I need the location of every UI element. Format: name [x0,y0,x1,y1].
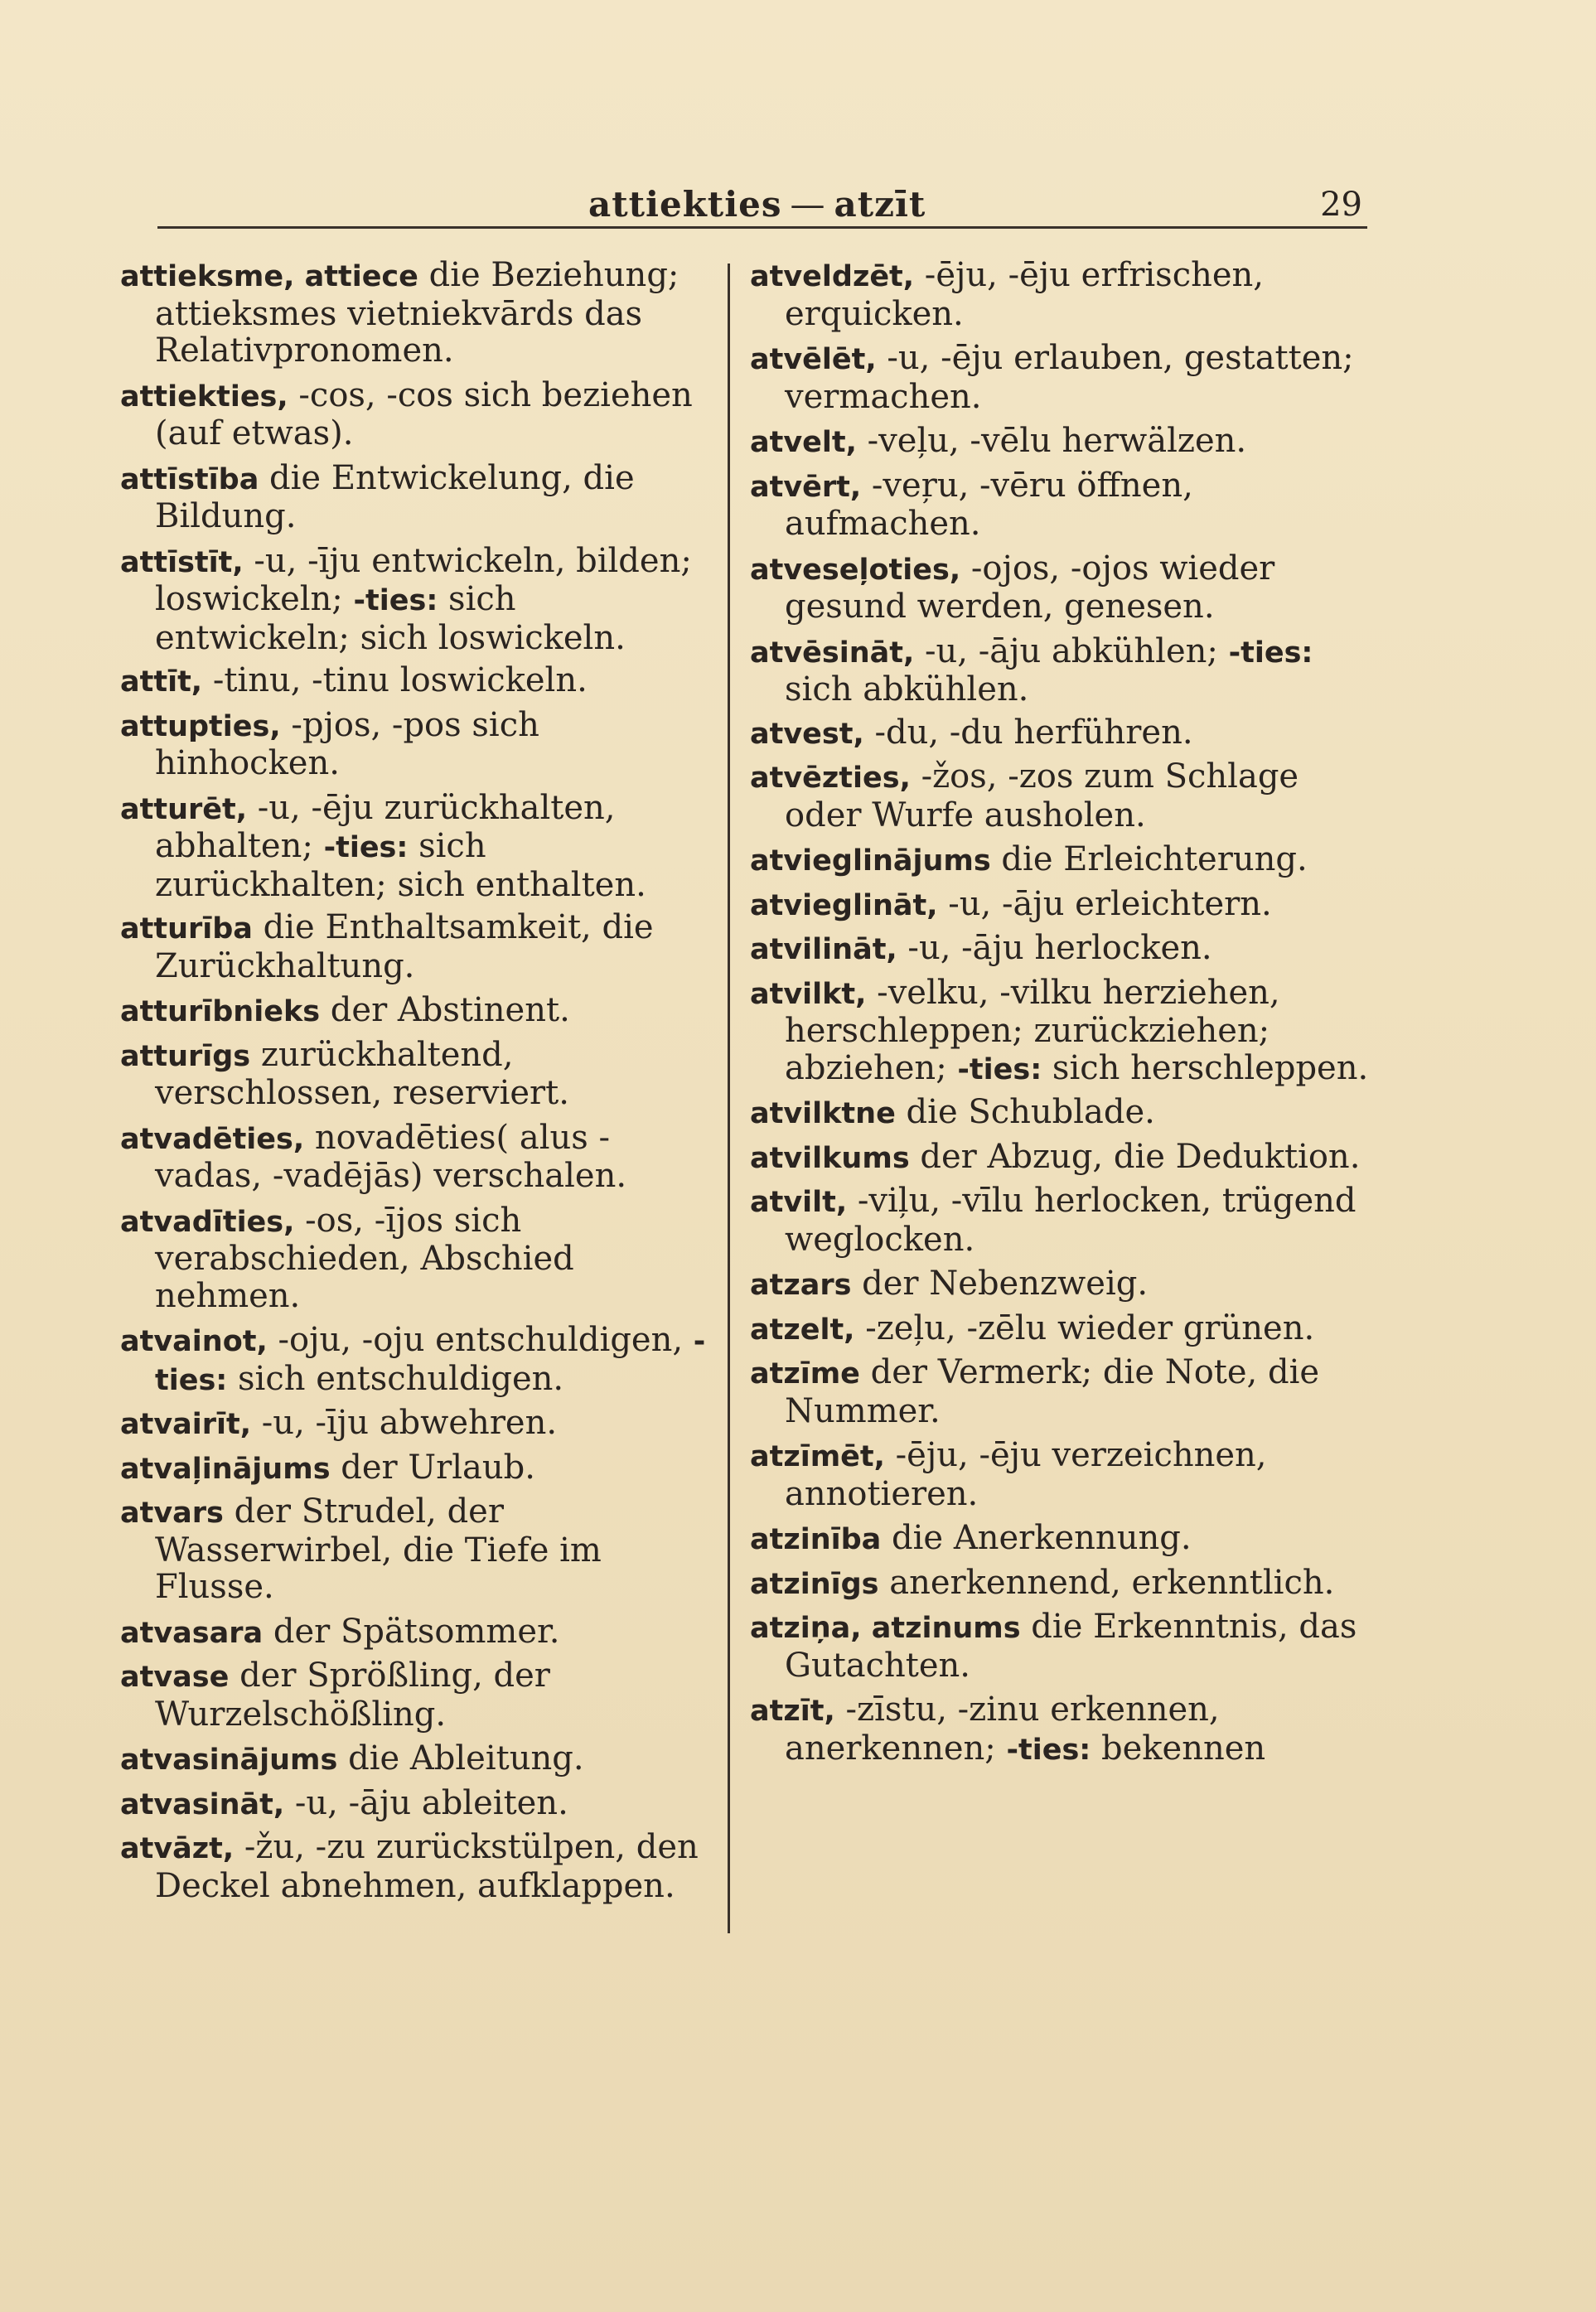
entry-headword: atvasinājums [120,1744,338,1777]
entry-headword: atturība [120,912,253,946]
entry-headword: atvaļinājums [120,1452,331,1486]
entry-headword: atzars [750,1269,852,1302]
header-right-word: atzīt [834,184,926,225]
entry-headword: atvērt, [750,470,862,504]
dictionary-entry [750,758,1371,835]
dictionary-entry [120,377,713,454]
entry-definition: -veŗu, -vēru öffnen, aufmachen. [785,466,1193,543]
dictionary-entry [120,1449,713,1488]
dictionary-entry [750,633,1371,709]
entry-reflexive-definition: bekennen [1091,1729,1266,1768]
entry-definition: die Entwickelung, die Bildung. [155,458,635,535]
dictionary-entry [120,1322,713,1399]
dictionary-entry [120,1202,713,1317]
entry-reflexive-form: -ties: [1228,636,1313,670]
dictionary-entry [750,714,1371,753]
dictionary-entry [120,662,713,701]
dictionary-entry [120,1037,713,1114]
entry-headword: atzelt, [750,1313,855,1347]
entry-reflexive-form: -ties: [957,1052,1042,1086]
entry-definition: -u, -īju entwickeln, bilden; loswickeln; [155,541,692,618]
entry-headword: atzinība [750,1523,882,1556]
entry-definition: -ojos, -ojos wieder gesund werden, genesen. [785,549,1275,626]
entry-headword: atturīgs [120,1039,251,1073]
entry-reflexive-definition: sich zurückhalten; sich enthalten. [155,827,646,904]
entry-definition: die Ableitung. [337,1739,584,1778]
entry-headword: atvasara [120,1616,264,1650]
entry-headword: atvilināt, [750,933,897,966]
entry-headword: atzīmēt, [750,1440,885,1473]
right-column [750,257,1371,1774]
dictionary-entry [120,1657,713,1734]
header-rule [157,226,1367,229]
entry-reflexive-form: -ties: [155,1325,706,1397]
entry-headword: atvāzt, [120,1832,235,1865]
entry-definition: -du, -du herführen. [863,713,1193,752]
entry-headword: attīstīt, [120,545,244,579]
entry-definition: die Anerkennung. [881,1519,1192,1557]
entry-headword: atveseļoties, [750,553,961,587]
dictionary-entry [750,1094,1371,1133]
entry-definition: -oju, -oju entschuldigen, [267,1321,694,1359]
entry-headword: atvadīties, [120,1205,295,1239]
dictionary-entry [750,1310,1371,1349]
entry-headword: atvasināt, [120,1787,285,1821]
dictionary-entry [750,257,1371,334]
entry-reflexive-form: -ties: [353,584,438,617]
dictionary-entry [750,1354,1371,1431]
entry-headword: atturēt, [120,792,248,826]
entry-definition: -u, -īju abwehren. [251,1404,558,1442]
entry-definition: der Spätsommer. [263,1612,560,1651]
running-header [157,184,1367,234]
entry-definition: -u, -āju ableiten. [284,1783,568,1822]
entry-headword: attieksme, attiece [120,260,418,293]
dictionary-entry [750,1691,1371,1768]
entry-headword: atzīt, [750,1695,835,1728]
entry-definition: -os, -ījos sich verabschieden, Abschied nehmen. [155,1201,574,1315]
entry-headword: atvieglināt, [750,888,938,922]
header-title [588,184,926,225]
entry-definition: die Beziehung; attieksmes vietniekvārds das Relativpronomen. [155,256,680,370]
entry-headword: atvainot, [120,1325,268,1358]
page-number: 29 [1320,186,1362,224]
dictionary-entry [750,1183,1371,1260]
dictionary-entry [750,1265,1371,1304]
header-dash: — [790,184,826,225]
entry-headword: atvase [120,1661,230,1694]
entry-definition: -veļu, -vēlu herwälzen. [856,422,1247,460]
entry-definition: der Abzug, die Deduktion. [909,1137,1361,1176]
dictionary-entry [120,1829,713,1906]
entry-headword: atvilt, [750,1186,848,1219]
dictionary-entry [120,1405,713,1444]
entry-headword: attiekties, [120,380,288,414]
entry-definition: -viļu, -vīlu herlocken, trügend weglocken. [785,1182,1357,1259]
entry-definition: die Erkenntnis, das Gutachten. [785,1608,1357,1685]
entry-headword: atveldzēt, [750,260,915,293]
dictionary-entry [120,257,713,371]
entry-definition: -tinu, -tinu loswickeln. [202,661,588,699]
entry-definition: -velku, -vilku herziehen, herschleppen; zurückziehen; abziehen; [785,973,1280,1087]
dictionary-entry [120,1120,713,1197]
dictionary-entry [120,1613,713,1652]
entry-headword: atvēsināt, [750,636,915,670]
entry-definition: -u, -āju erleichtern. [937,884,1272,923]
dictionary-entry [750,423,1371,462]
entry-headword: atzīme [750,1357,860,1391]
dictionary-entry [750,930,1371,969]
entry-definition: der Urlaub. [330,1448,535,1487]
column-divider [728,264,730,1933]
entry-headword: atvadēties, [120,1122,305,1156]
entry-definition: der Sprößling, der Wurzelschößling. [155,1657,550,1734]
dictionary-entry [750,1565,1371,1603]
dictionary-entry [120,543,713,657]
entry-definition: der Strudel, der Wasserwirbel, die Tiefe im Flusse. [155,1492,602,1606]
dictionary-entry [750,975,1371,1089]
entry-definition: -u, -āju herlocken. [897,929,1212,967]
dictionary-entry [750,1139,1371,1178]
entry-definition: -zīstu, -zinu erkennen, anerkennen; [785,1690,1220,1768]
entry-definition: -u, -ēju erlauben, gestatten; vermachen. [785,339,1354,416]
entry-definition: -ēju, -ēju erfrischen, erquicken. [785,256,1265,333]
entry-headword: attīstība [120,462,259,496]
entry-reflexive-definition: sich entschuldigen. [227,1359,564,1398]
entry-reflexive-form: -ties: [1006,1733,1091,1767]
entry-headword: atvest, [750,717,864,751]
entry-headword: atvilktne [750,1097,896,1130]
dictionary-entry [120,707,713,784]
entry-headword: atvelt, [750,426,857,459]
entry-headword: atvieglinājums [750,844,991,878]
entry-headword: attupties, [120,709,281,743]
entry-definition: -pjos, -pos sich hinhocken. [155,705,539,782]
dictionary-entry [750,886,1371,925]
left-column [120,257,713,1912]
entry-headword: atziņa, atzinums [750,1612,1021,1645]
dictionary-entry [120,790,713,904]
dictionary-entry [750,340,1371,417]
entry-definition: -cos, -cos sich beziehen (auf etwas). [155,375,693,452]
entry-headword: atvairīt, [120,1408,252,1441]
entry-reflexive-definition: sich abkühlen. [785,670,1029,709]
dictionary-entry [120,1740,713,1779]
entry-definition: die Erleichterung. [990,840,1308,878]
entry-headword: atvēlēt, [750,343,877,376]
entry-definition: anerkennend, erkenntlich. [878,1563,1335,1602]
dictionary-entry [750,841,1371,880]
dictionary-entry [750,467,1371,544]
dictionary-entry [120,460,713,537]
entry-definition: -žos, -zos zum Schlage oder Wurfe ausholen. [785,757,1299,834]
entry-definition: -zeļu, -zēlu wieder grünen. [854,1308,1315,1347]
entry-definition: -u, -ēju zurückhalten, abhalten; [155,788,616,865]
entry-definition: der Vermerk; die Note, die Nummer. [785,1353,1320,1430]
dictionary-entry [120,1493,713,1608]
dictionary-entry [750,1608,1371,1686]
entry-headword: atturībnieks [120,995,321,1028]
entry-definition: die Enthaltsamkeit, die Zurückhaltung. [155,908,654,985]
entry-reflexive-definition: sich herschleppen. [1042,1048,1369,1087]
entry-reflexive-form: -ties: [323,831,409,864]
entry-definition: der Nebenzweig. [851,1265,1149,1303]
entry-definition: -u, -āju abkühlen; [914,631,1229,670]
dictionary-entry [120,1785,713,1824]
entry-definition: novadēties( alus -vadas, -vadējās) verschalen. [155,1118,627,1195]
entry-headword: attīt, [120,665,203,699]
entry-headword: atvilkt, [750,977,867,1011]
entry-definition: -ēju, -ēju verzeichnen, annotieren. [785,1436,1267,1513]
entry-reflexive-definition: sich entwickeln; sich loswickeln. [155,580,626,657]
dictionary-entry [120,992,713,1031]
dictionary-entry [750,1437,1371,1514]
entry-headword: atvars [120,1497,224,1530]
dictionary-entry [750,550,1371,627]
entry-headword: atzinīgs [750,1567,879,1601]
dictionary-entry [750,1520,1371,1559]
entry-definition: zurückhaltend, verschlossen, reserviert. [155,1035,569,1112]
entry-definition: -žu, -zu zurückstülpen, den Deckel abnehmen, aufklappen. [155,1828,699,1905]
dictionary-entry [120,909,713,986]
entry-definition: der Abstinent. [320,991,570,1029]
entry-headword: atvilkums [750,1141,910,1175]
entry-headword: atvēzties, [750,762,911,795]
entry-definition: die Schublade. [895,1093,1155,1131]
header-left-word: attiekties [588,184,782,225]
